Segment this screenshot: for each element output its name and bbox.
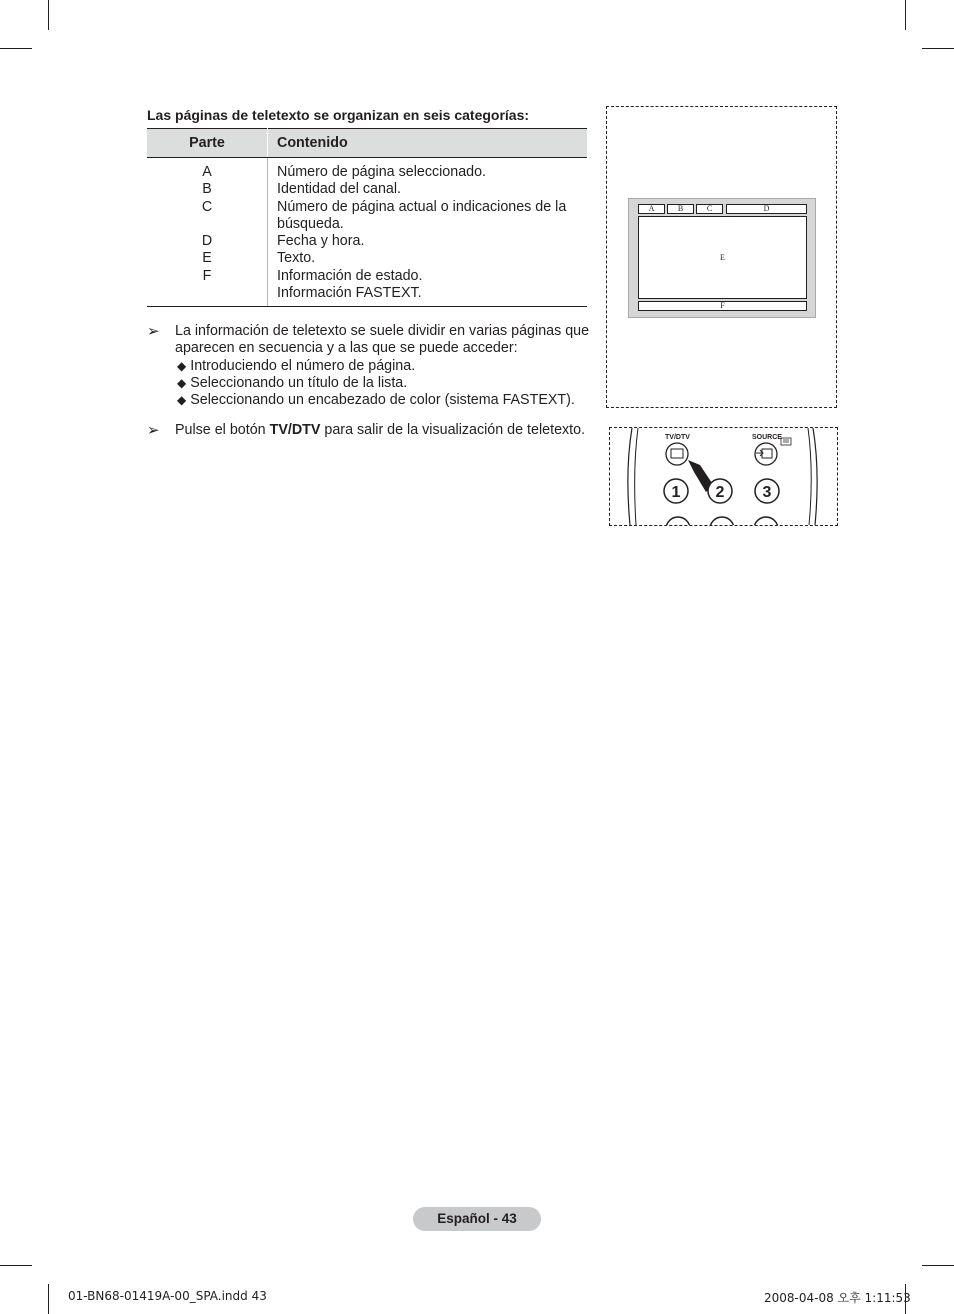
crop-mark (0, 1265, 32, 1266)
tv-screen-illustration (628, 198, 816, 318)
teletext-categories-table (147, 128, 587, 307)
note-exit-teletext (147, 422, 607, 439)
part-letter: F (202, 267, 212, 284)
column-header-parte: Parte (147, 129, 268, 158)
note-text: Pulse el botón TV/DTV para salir de la visualización de teletexto. (175, 422, 586, 438)
area-c-label: C (696, 204, 723, 214)
area-e-label: E (638, 216, 807, 299)
area-b-label: B (667, 204, 694, 214)
remote-control-figure (609, 427, 838, 526)
tv-dtv-button-icon (666, 443, 688, 465)
content-line: Número de página seleccionado. (277, 164, 487, 180)
remote-illustration (610, 428, 837, 525)
content-line: Número de página actual o indicaciones de la (277, 198, 567, 215)
part-letter: C (201, 198, 213, 215)
parts-cell (147, 158, 268, 307)
content-line: Identidad del canal. (277, 181, 402, 198)
part-letter: D (201, 233, 213, 250)
crop-mark (905, 0, 906, 30)
content-line: búsqueda. (277, 215, 344, 232)
source-button-icon (755, 443, 777, 465)
digit-2-label: 2 (715, 484, 725, 501)
contents-cell (268, 158, 588, 307)
arrow-icon: ➢ (147, 422, 160, 439)
section-heading: Las páginas de teletexto se organizan en seis categorías: (147, 107, 530, 123)
part-letter: A (202, 164, 212, 180)
button-name: TV/DTV (269, 422, 321, 438)
teletext-layout-figure (606, 106, 837, 408)
digit-1-label: 1 (671, 484, 681, 501)
note-teletext-pages (147, 323, 607, 409)
source-label: SOURCE (752, 434, 782, 441)
imprint-file-name: 01-BN68-01419A-00_SPA.indd 43 (68, 1289, 267, 1303)
area-a-label: A (638, 204, 665, 214)
note-text: La información de teletexto se suele dividir en varias páginas que aparecen en secuencia y a las que se puede acceder: (175, 323, 590, 357)
area-d-label: D (726, 204, 807, 214)
crop-mark (922, 1265, 954, 1266)
column-header-contenido: Contenido (268, 129, 588, 158)
part-letter (147, 216, 267, 233)
content-line: Información de estado. (277, 267, 423, 284)
list-item: ◆ Seleccionando un título de la lista. (177, 374, 408, 391)
diamond-bullet-icon: ◆ (177, 393, 187, 408)
part-letter: E (202, 250, 212, 267)
page-number-badge: Español - 43 (413, 1207, 541, 1231)
crop-mark (48, 1284, 49, 1314)
area-f-label: F (638, 301, 807, 311)
crop-mark (48, 0, 49, 30)
tv-dtv-label: TV/DTV (665, 434, 690, 441)
part-letter: B (202, 181, 212, 198)
digit-3-label: 3 (762, 484, 772, 501)
content-line: Texto. (277, 250, 316, 267)
list-item: ◆ Seleccionando un encabezado de color (sistema FASTEXT). (177, 392, 575, 409)
arrow-icon: ➢ (147, 323, 160, 340)
crop-mark (922, 48, 954, 49)
diamond-bullet-icon: ◆ (177, 358, 187, 373)
content-line: Información FASTEXT. (277, 285, 422, 302)
list-item: ◆ Introduciendo el número de página. (177, 357, 416, 374)
content-line: Fecha y hora. (277, 233, 365, 250)
crop-mark (0, 48, 32, 49)
imprint-timestamp: 2008-04-08 오후 1:11:53 (764, 1291, 911, 1305)
diamond-bullet-icon: ◆ (177, 375, 187, 390)
table-row (147, 158, 587, 307)
